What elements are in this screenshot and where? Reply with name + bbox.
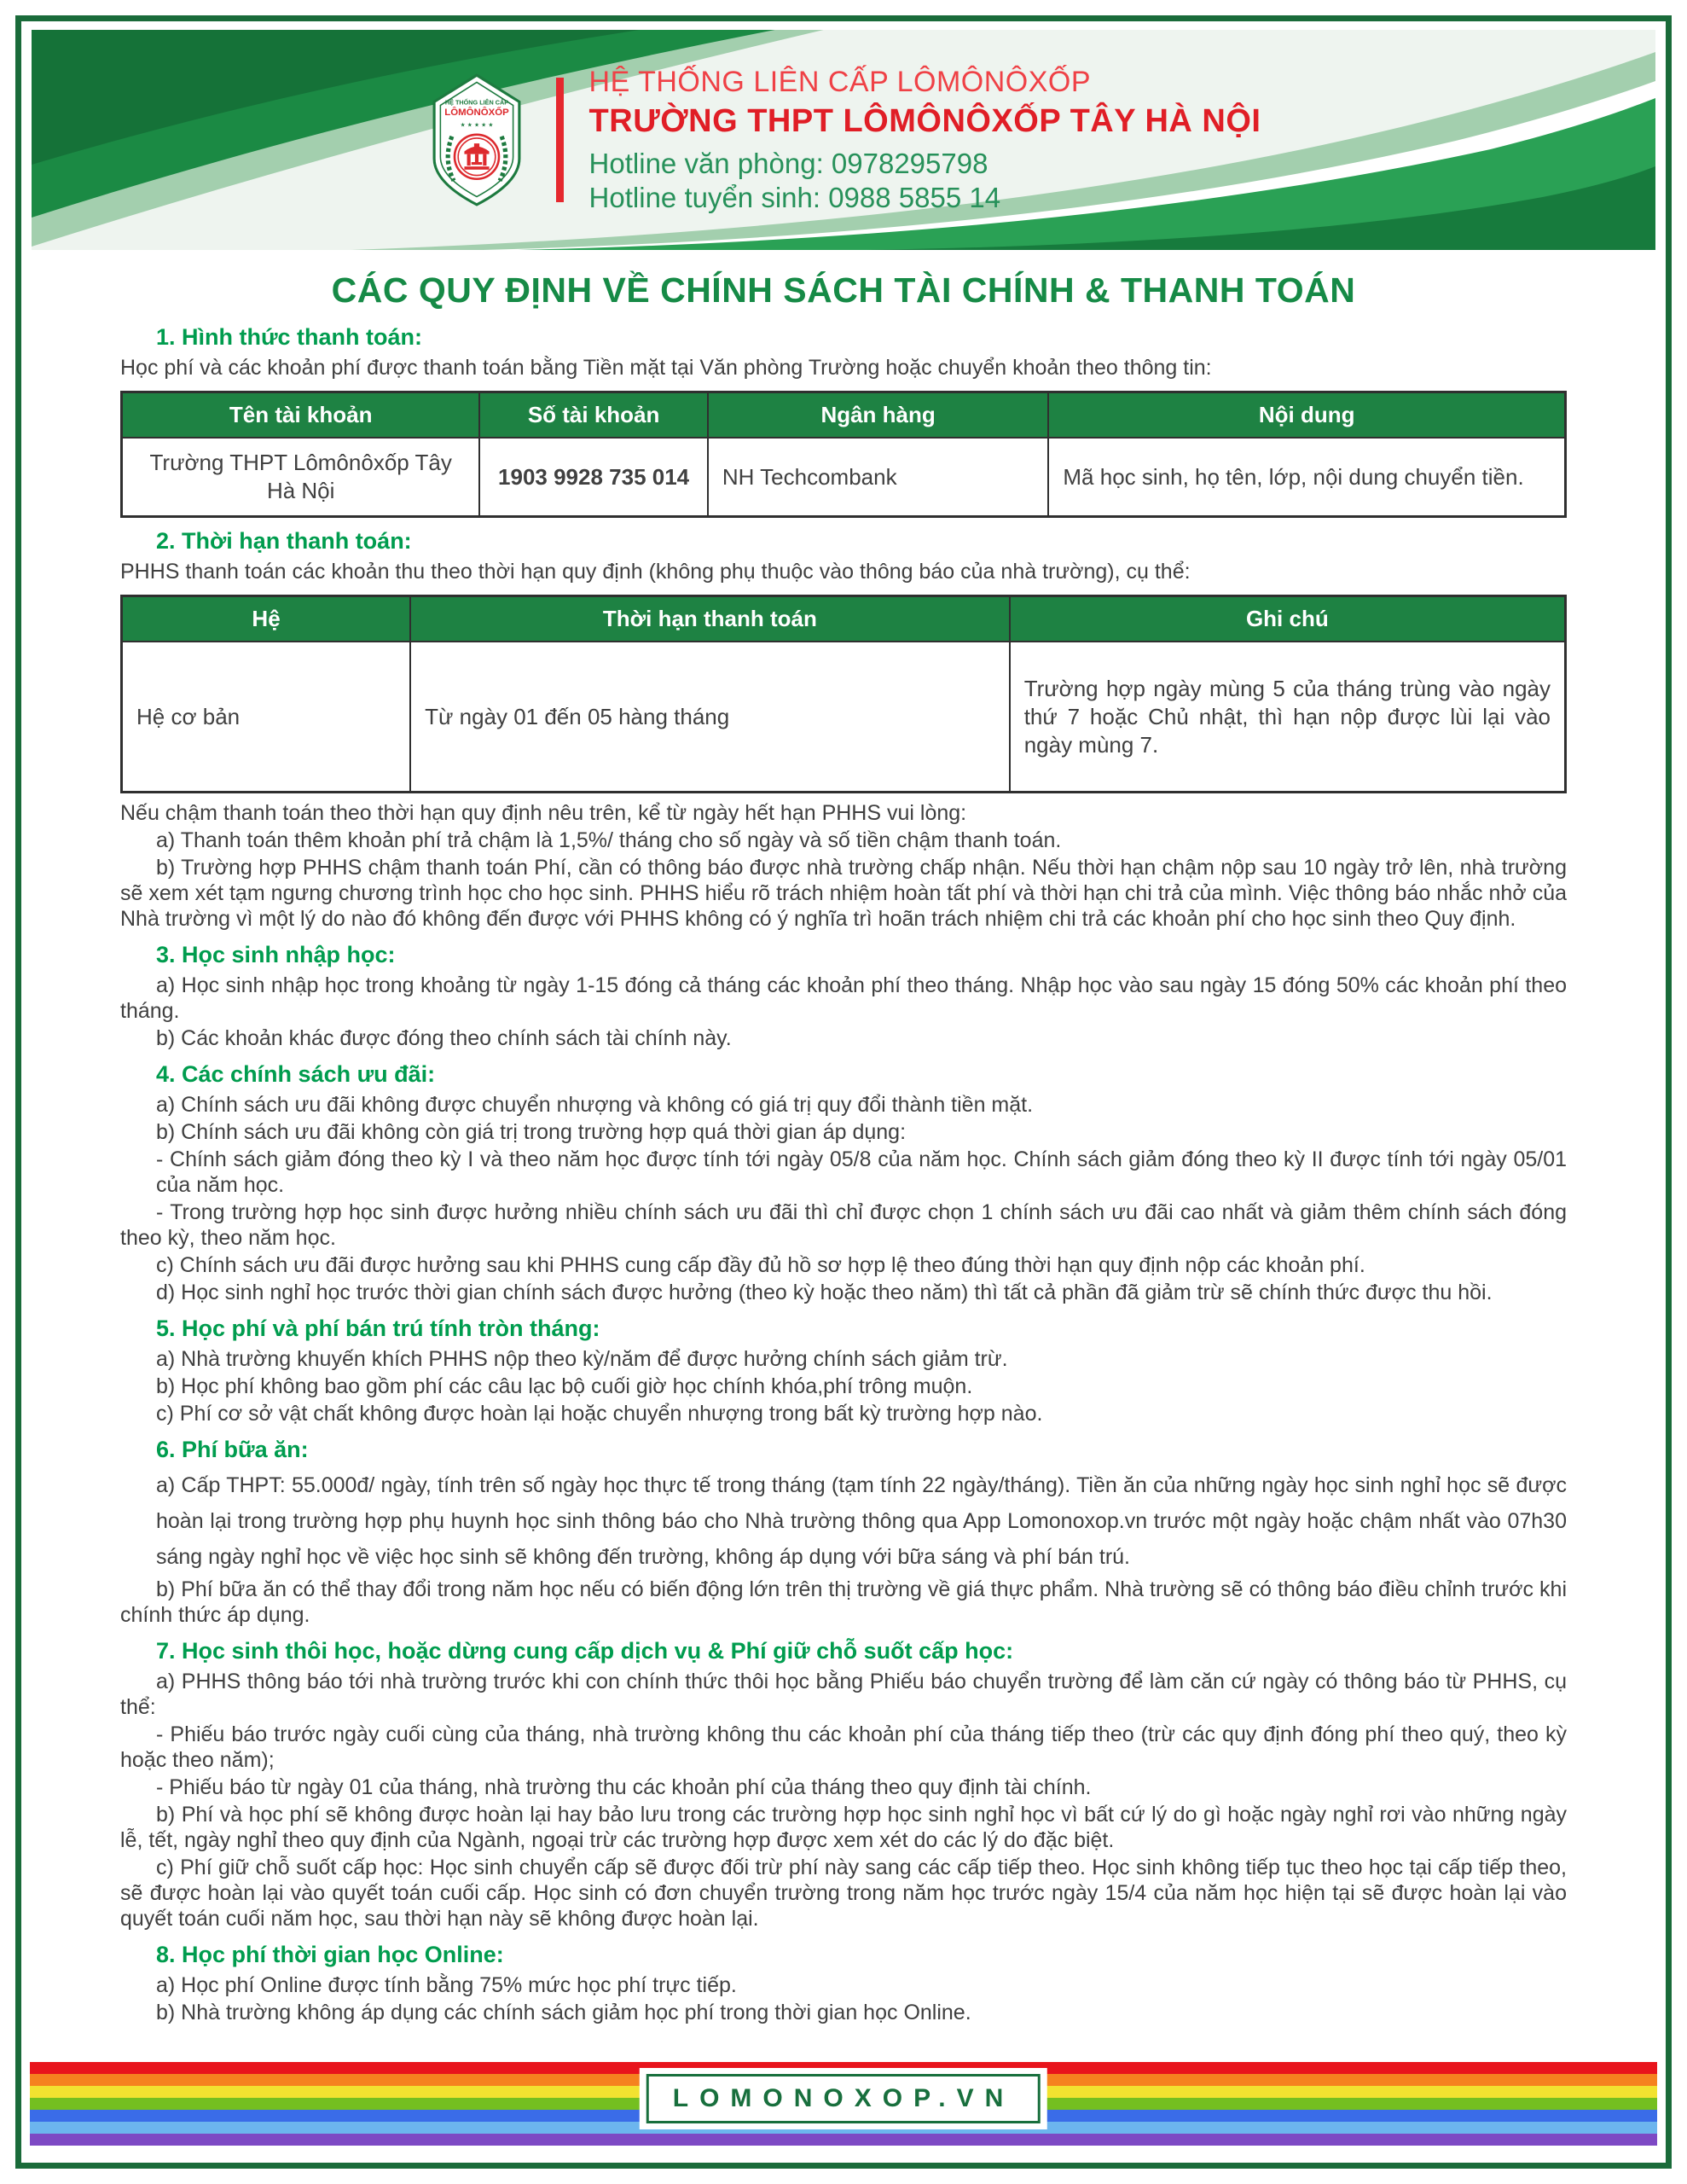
program-cell: Hệ cơ bản [122,642,411,793]
paragraph: b) Phí và học phí sẽ không được hoàn lại hay bảo lưu trong các trường hợp học sinh nghỉ học vì bất cứ lý do gì hoặc ngày nghỉ rơi vào những ngày lễ, tết, ngày nghỉ theo quy định của Ngành, ngoại trừ các trường hợp được xem xét do các lý do đặc biệt. [120,1803,1567,1852]
paragraph: a) Thanh toán thêm khoản phí trả chậm là 1,5%/ tháng cho số ngày và số tiền chậm thanh toán. [156,828,1062,852]
hotline-admissions: Hotline tuyển sinh: 0988 5855 14 [588,182,1001,214]
column-header: Thời hạn thanh toán [410,596,1010,642]
account-name-cell: Trường THPT Lômônôxốp Tây Hà Nội [122,438,480,517]
payment-deadline-table [120,595,1567,793]
paragraph: a) Học sinh nhập học trong khoảng từ ngày 1-15 đóng cả tháng các khoản phí theo tháng. Nhập học vào sau ngày 15 đóng 50% các khoản phí theo tháng. [120,973,1567,1023]
table-row [122,438,1566,517]
rainbow-stripe-purple [30,2134,1657,2146]
hotline-office: Hotline văn phòng: 0978295798 [588,147,988,179]
column-header: Ghi chú [1010,596,1566,642]
paragraph: b) Nhà trường không áp dụng các chính sách giảm học phí trong thời gian học Online. [156,2001,971,2024]
logo-top-text: HỆ THỐNG LIÊN CẤP [444,98,508,107]
section-heading-1: 1. Hình thức thanh toán: [156,324,423,350]
paragraph: b) Chính sách ưu đãi không còn giá trị trong trường hợp quá thời gian áp dụng: [156,1120,907,1144]
section-heading-4: 4. Các chính sách ưu đãi: [156,1061,436,1087]
column-header: Tên tài khoản [122,392,480,439]
paragraph: PHHS thanh toán các khoản thu theo thời hạn quy định (không phụ thuộc vào thông báo của nhà trường), cụ thể: [120,560,1191,584]
header-text-block [589,65,1261,216]
header-red-divider [556,78,564,202]
website-url: LOMONOXOP.VN [646,2074,1041,2123]
header-content [32,30,1655,250]
header-banner [32,30,1655,250]
section-heading-3: 3. Học sinh nhập học: [156,942,396,967]
paragraph: - Phiếu báo từ ngày 01 của tháng, nhà trường thu các khoản phí của tháng theo quy định tài chính. [156,1775,1092,1799]
table-row [122,642,1566,793]
paragraph: - Trong trường hợp học sinh được hưởng nhiều chính sách ưu đãi thì chỉ được chọn 1 chính sách ưu đãi cao nhất và giảm thêm chính sách đóng theo kỳ, theo năm học. [120,1200,1567,1250]
paragraph: Học phí và các khoản phí được thanh toán bằng Tiền mặt tại Văn phòng Trường hoặc chuyển khoản theo thông tin: [120,356,1212,380]
system-name: HỆ THỐNG LIÊN CẤP LÔMÔNÔXỐP [588,65,1092,98]
paragraph: b) Học phí không bao gồm phí các câu lạc bộ cuối giờ học chính khóa,phí trông muộn. [156,1374,973,1398]
bank-transfer-table [120,391,1567,518]
bank-cell: NH Techcombank [708,438,1049,517]
paragraph: a) PHHS thông báo tới nhà trường trước khi con chính thức thôi học bằng Phiếu báo chuyển trường để làm căn cứ ngày có thông báo từ PHHS, cụ thể: [120,1670,1567,1719]
page-title: CÁC QUY ĐỊNH VỀ CHÍNH SÁCH TÀI CHÍNH & THANH TOÁN [331,270,1356,310]
column-header: Hệ [122,596,411,642]
school-name: TRƯỜNG THPT LÔMÔNÔXỐP TÂY HÀ NỘI [588,102,1261,139]
paragraph: c) Phí cơ sở vật chất không được hoàn lại hoặc chuyển nhượng trong bất kỳ trường hợp nào. [156,1402,1043,1426]
section-heading-8: 8. Học phí thời gian học Online: [156,1942,504,1967]
page-frame [15,15,1672,2169]
paragraph: d) Học sinh nghỉ học trước thời gian chính sách được hưởng (theo kỳ hoặc theo năm) thì tất cả phần đã giảm trừ sẽ chính thức được thu hồi. [156,1281,1493,1304]
document-body [120,324,1567,2025]
column-header: Số tài khoản [479,392,707,439]
paragraph: a) Cấp THPT: 55.000đ/ ngày, tính trên số ngày học thực tế trong tháng (tạm tính 22 ngày/tháng). Tiền ăn của những ngày học sinh nghỉ học sẽ được hoàn lại trong trường hợp phụ huynh học sinh thông báo cho Nhà trường thông qua App Lomonoxop.vn trước một ngày hoặc chậm nhất vào 07h30 sáng ngày nghỉ học về việc học sinh sẽ không đến trường, không áp dụng với bữa sáng và phí bán trú. [156,1473,1567,1569]
section-heading-5: 5. Học phí và phí bán trú tính tròn tháng: [156,1316,600,1341]
account-number-cell: 1903 9928 735 014 [479,438,707,517]
transfer-note-cell: Mã học sinh, họ tên, lớp, nội dung chuyển tiền. [1048,438,1565,517]
paragraph: b) Phí bữa ăn có thể thay đổi trong năm học nếu có biến động lớn trên thị trường về giá thực phẩm. Nhà trường sẽ có thông báo điều chỉnh trước khi chính thức áp dụng. [120,1577,1567,1627]
column-header: Nội dung [1048,392,1565,439]
deadline-cell: Từ ngày 01 đến 05 hàng tháng [410,642,1010,793]
paragraph: a) Nhà trường khuyến khích PHHS nộp theo kỳ/năm để được hưởng chính sách giảm trừ. [156,1347,1008,1371]
footer-rainbow-banner [30,2062,1657,2146]
table-header-row [122,596,1566,642]
school-crest-logo [426,73,527,207]
paragraph: b) Trường hợp PHHS chậm thanh toán Phí, cần có thông báo được nhà trường chấp nhận. Nếu thời hạn chậm nộp sau 10 ngày trở lên, nhà trường sẽ xem xét tạm ngưng chương trình học cho học sinh. PHHS hiểu rõ trách nhiệm hoàn tất phí và thời hạn chi trả của mình. Việc thông báo nhắc nhở của Nhà trường vì một lý do nào đó không đến được với PHHS không có ý nghĩa trì hoãn trách nhiệm chi trả các khoản phí cho học sinh theo Quy định. [120,856,1567,931]
paragraph: b) Các khoản khác được đóng theo chính sách tài chính này. [156,1026,732,1050]
section-heading-6: 6. Phí bữa ăn: [156,1437,309,1462]
column-header: Ngân hàng [708,392,1049,439]
logo-stars: ★ ★ ★ ★ ★ [460,121,493,129]
section-heading-2: 2. Thời hạn thanh toán: [156,528,412,554]
paragraph: a) Chính sách ưu đãi không được chuyển nhượng và không có giá trị quy đổi thành tiền mặt. [156,1093,1034,1117]
website-box [640,2068,1047,2129]
note-cell: Trường hợp ngày mùng 5 của tháng trùng vào ngày thứ 7 hoặc Chủ nhật, thì hạn nộp được lùi lại vào ngày mùng 7. [1010,642,1566,793]
logo-name-text: LÔMÔNÔXỐP [443,107,509,118]
table-header-row [122,392,1566,439]
paragraph: a) Học phí Online được tính bằng 75% mức học phí trực tiếp. [156,1973,737,1997]
paragraph: - Chính sách giảm đóng theo kỳ I và theo năm học được tính tới ngày 05/8 của năm học. Chính sách giảm đóng theo kỳ II được tính tới ngày 05/01 của năm học. [156,1147,1567,1197]
paragraph: c) Phí giữ chỗ suốt cấp học: Học sinh chuyển cấp sẽ được đối trừ phí này sang các cấp tiếp theo. Học sinh không tiếp tục theo học tại cấp tiếp theo, sẽ được hoàn lại vào quyết toán cuối cấp. Học sinh có đơn chuyển trường trong năm học trước ngày 15/4 của năm học hiện tại sẽ được hoàn lại vào quyết toán cuối năm học, sau thời hạn này sẽ không được hoàn lại. [120,1856,1567,1931]
section-heading-7: 7. Học sinh thôi học, hoặc dừng cung cấp dịch vụ & Phí giữ chỗ suốt cấp học: [156,1638,1014,1664]
paragraph: c) Chính sách ưu đãi được hưởng sau khi PHHS cung cấp đầy đủ hồ sơ hợp lệ theo đúng thời hạn quy định nộp các khoản phí. [156,1253,1365,1277]
paragraph: - Phiếu báo trước ngày cuối cùng của tháng, nhà trường không thu các khoản phí của tháng tiếp theo (trừ các quy định đóng phí theo quý, theo kỳ hoặc theo năm); [120,1722,1567,1772]
paragraph: Nếu chậm thanh toán theo thời hạn quy định nêu trên, kể từ ngày hết hạn PHHS vui lòng: [120,801,967,825]
